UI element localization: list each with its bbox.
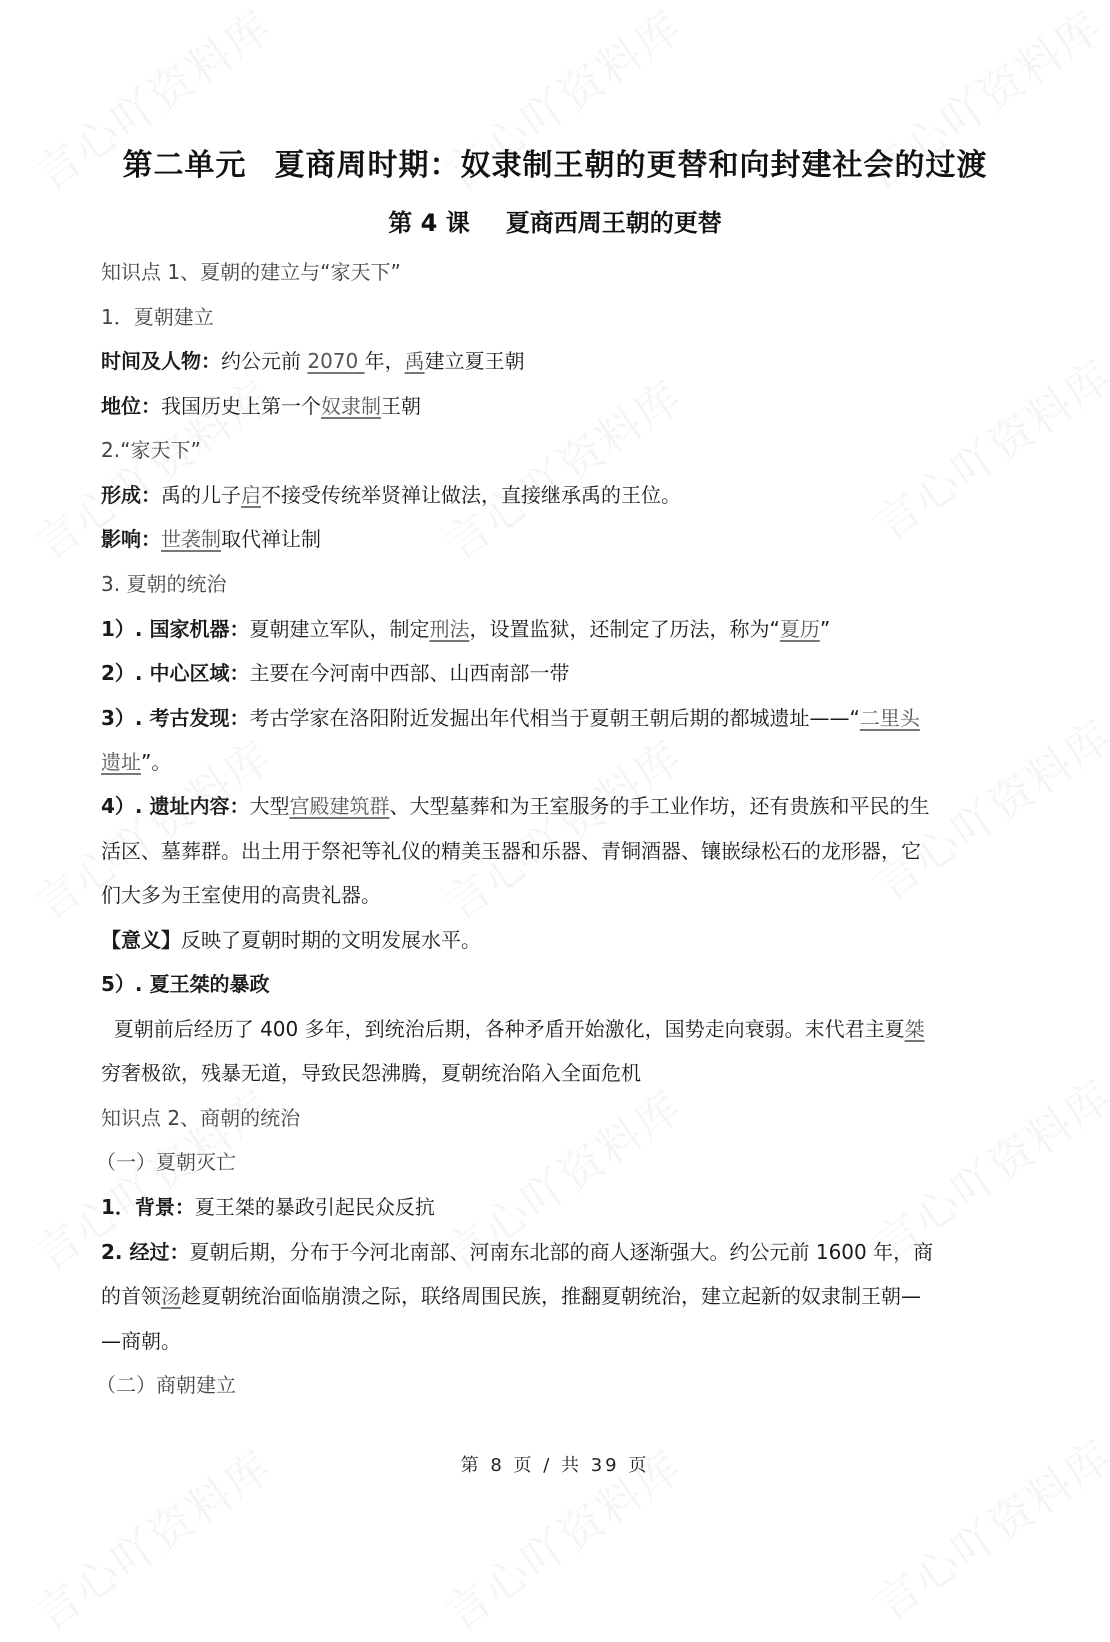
key-term: 汤 <box>161 1284 181 1308</box>
subsection-2-heading: （二）商朝建立 <box>96 1373 236 1397</box>
text: 夏朝后期，分布于今河北南部、河南东北部的商人逐渐强大。约公元前 1600 年，商 <box>189 1240 934 1264</box>
text: 约公元前 <box>221 349 308 373</box>
text: ，设置监狱，还制定了历法，称为“ <box>469 617 780 641</box>
archaeology-line <box>101 704 920 732</box>
state-apparatus-line <box>101 615 830 643</box>
key-term: 二里头 <box>859 706 920 730</box>
page-number: 第 8 页 / 共 39 页 <box>460 1455 650 1476</box>
label: 时间及人物： <box>101 349 221 373</box>
time-and-person-line <box>101 347 525 375</box>
tyranny-paragraph-line-2: 穷奢极欲，残暴无道，导致民怨沸腾，夏朝统治陷入全面危机 <box>101 1061 641 1085</box>
text: 夏朝前后经历了 400 多年，到统治后期，各种矛盾开始激化，国势走向衰弱。末代君主夏 <box>101 1017 905 1041</box>
label: 2）. 中心区域： <box>101 661 250 685</box>
section-1-heading: 1．夏朝建立 <box>101 305 214 329</box>
section-3-heading: 3. 夏朝的统治 <box>101 572 227 596</box>
subsection-1-heading: （一）夏朝灭亡 <box>96 1150 236 1174</box>
formation-line <box>101 481 681 509</box>
lesson-name: 夏商西周王朝的更替 <box>505 209 722 237</box>
significance-line <box>101 926 481 954</box>
process-line-2 <box>101 1282 921 1310</box>
text: 大型 <box>249 794 290 818</box>
background-line <box>101 1193 435 1221</box>
key-term: 夏历 <box>779 617 820 641</box>
process-line-3: —商朝。 <box>101 1329 181 1353</box>
text: 、大型墓葬和为王室服务的手工业作坊，还有贵族和平民的生 <box>389 794 930 818</box>
watermark <box>430 722 693 933</box>
label: 地位： <box>101 394 161 418</box>
knowledge-point-1-heading: 知识点 1、夏朝的建立与“家天下” <box>101 260 401 284</box>
key-term: 启 <box>241 483 261 507</box>
key-term: 遗址 <box>101 750 141 774</box>
site-contents-line-2: 活区、墓葬群。出土用于祭祀等礼仪的精美玉器和乐器、青铜酒器、镶嵌绿松石的龙形器，它 <box>101 839 921 863</box>
text: 不接受传统举贤禅让做法，直接继承禹的王位。 <box>261 483 681 507</box>
site-contents-line <box>101 792 929 820</box>
text: 趁夏朝统治面临崩溃之际，联络周围民族，推翻夏朝统治，建立起新的奴隶制王朝— <box>181 1284 921 1308</box>
knowledge-point-2-heading: 知识点 2、商朝的统治 <box>101 1106 301 1130</box>
text: 的首领 <box>101 1284 161 1308</box>
text: 夏朝建立军队，制定 <box>249 617 430 641</box>
text: 建立夏王朝 <box>424 349 525 373</box>
tyranny-paragraph-line-1 <box>101 1015 925 1043</box>
label: 3）. 考古发现： <box>101 706 250 730</box>
central-region-line <box>101 659 569 687</box>
label: 4）. 遗址内容： <box>101 794 250 818</box>
lesson-number: 第 4 课 <box>388 209 470 237</box>
label: 1）. 国家机器： <box>101 617 250 641</box>
key-term: 2070 <box>307 349 365 373</box>
section-2-heading: 2.“家天下” <box>101 438 201 462</box>
label: 影响： <box>101 527 161 551</box>
watermark <box>860 342 1110 553</box>
status-line <box>101 392 421 420</box>
text: 取代禅让制 <box>221 527 321 551</box>
lesson-title <box>0 203 1110 238</box>
site-contents-line-3: 们大多为王室使用的高贵礼器。 <box>101 883 381 907</box>
text: 我国历史上第一个 <box>161 394 321 418</box>
tyranny-heading: 5）. 夏王桀的暴政 <box>101 972 270 996</box>
key-term: 宫殿建筑群 <box>289 794 390 818</box>
text: 考古学家在洛阳附近发掘出年代相当于夏朝王朝后期的都城遗址——“ <box>249 706 860 730</box>
label: 形成： <box>101 483 161 507</box>
text: 禹的儿子 <box>161 483 241 507</box>
key-term: 禹 <box>404 349 425 373</box>
label: 【意义】 <box>101 928 181 952</box>
text: 主要在今河南中西部、山西南部一带 <box>249 661 570 685</box>
unit-number: 第二单元 <box>122 148 247 183</box>
key-term: 刑法 <box>429 617 470 641</box>
archaeology-line-cont <box>101 748 171 776</box>
label: 1．背景： <box>101 1195 195 1219</box>
text: ” <box>819 617 831 641</box>
unit-name: 夏商周时期：奴隶制王朝的更替和向封建社会的过渡 <box>274 148 988 183</box>
watermark <box>430 362 693 573</box>
text: 年， <box>364 349 405 373</box>
key-term: 世袭制 <box>161 527 221 551</box>
process-line <box>101 1238 933 1266</box>
text: 夏王桀的暴政引起民众反抗 <box>194 1195 435 1219</box>
unit-title <box>0 140 1110 184</box>
key-term: 奴隶制 <box>321 394 381 418</box>
key-term: 桀 <box>904 1017 925 1041</box>
text: 王朝 <box>381 394 421 418</box>
label: 2. 经过： <box>101 1240 190 1264</box>
text: ”。 <box>141 750 172 774</box>
text: 反映了夏朝时期的文明发展水平。 <box>181 928 481 952</box>
impact-line <box>101 525 321 553</box>
